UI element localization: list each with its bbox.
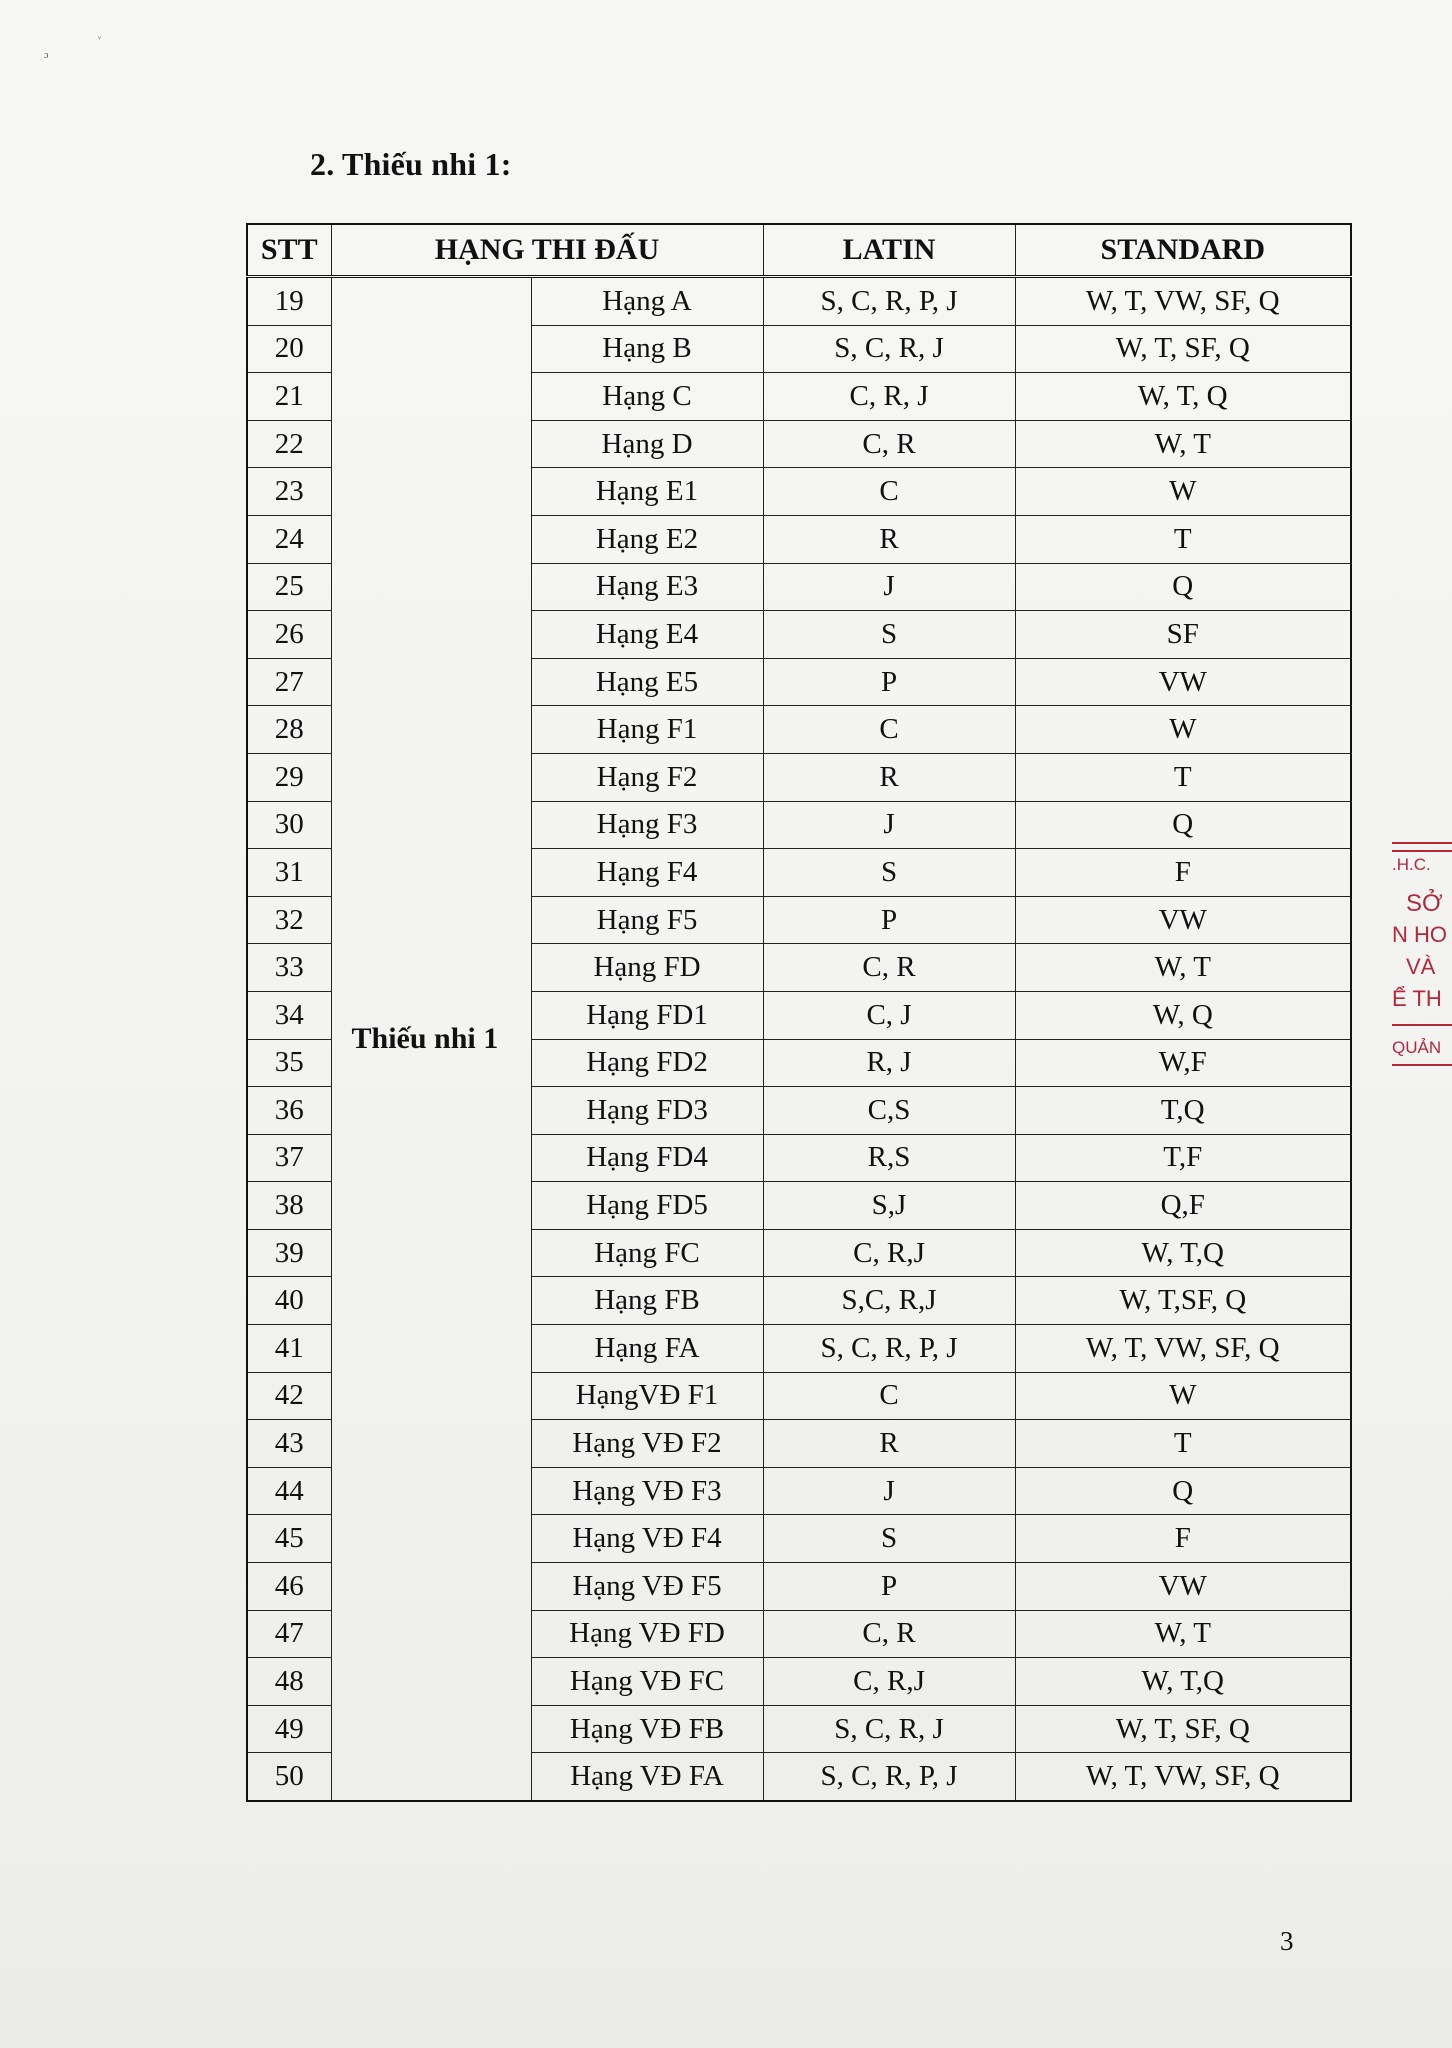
cell-latin: S, C, R, J xyxy=(763,325,1015,373)
cell-stt: 36 xyxy=(247,1087,331,1135)
stamp-text: QUẢN xyxy=(1392,1038,1442,1057)
cell-latin: S,J xyxy=(763,1182,1015,1230)
cell-stt: 37 xyxy=(247,1134,331,1182)
cell-stt: 22 xyxy=(247,420,331,468)
cell-stt: 25 xyxy=(247,563,331,611)
cell-stt: 27 xyxy=(247,658,331,706)
cell-category: Hạng VĐ F3 xyxy=(531,1467,763,1515)
cell-standard: W, T, Q xyxy=(1015,373,1351,421)
cell-stt: 45 xyxy=(247,1515,331,1563)
cell-category: Hạng FD5 xyxy=(531,1182,763,1230)
cell-stt: 30 xyxy=(247,801,331,849)
cell-category: Hạng E2 xyxy=(531,515,763,563)
cell-latin: R,S xyxy=(763,1134,1015,1182)
header-stt: STT xyxy=(247,224,331,277)
stamp-text: Ể TH xyxy=(1392,986,1442,1011)
cell-category: Hạng E5 xyxy=(531,658,763,706)
cell-standard: Q xyxy=(1015,801,1351,849)
cell-category: Hạng C xyxy=(531,373,763,421)
cell-standard: VW xyxy=(1015,1563,1351,1611)
header-standard: STANDARD xyxy=(1015,224,1351,277)
cell-standard: W xyxy=(1015,468,1351,516)
cell-category: Hạng VĐ F2 xyxy=(531,1420,763,1468)
cell-category: Hạng E4 xyxy=(531,611,763,659)
table-header-row xyxy=(247,224,1351,277)
cell-latin: C xyxy=(763,706,1015,754)
cell-category: Hạng VĐ FA xyxy=(531,1753,763,1801)
cell-stt: 46 xyxy=(247,1563,331,1611)
cell-standard: W, T,SF, Q xyxy=(1015,1277,1351,1325)
cell-stt: 20 xyxy=(247,325,331,373)
stamp-text: .H.C. xyxy=(1392,855,1431,874)
cell-age-group: Thiếu nhi 1 xyxy=(331,277,531,1802)
cell-latin: C, R xyxy=(763,944,1015,992)
cell-stt: 34 xyxy=(247,991,331,1039)
cell-latin: S, C, R, P, J xyxy=(763,1753,1015,1801)
cell-standard: F xyxy=(1015,849,1351,897)
cell-stt: 26 xyxy=(247,611,331,659)
cell-latin: S,C, R,J xyxy=(763,1277,1015,1325)
cell-standard: W,F xyxy=(1015,1039,1351,1087)
cell-stt: 31 xyxy=(247,849,331,897)
cell-standard: W, T, VW, SF, Q xyxy=(1015,1753,1351,1801)
cell-category: Hạng F1 xyxy=(531,706,763,754)
cell-stt: 38 xyxy=(247,1182,331,1230)
cell-stt: 49 xyxy=(247,1705,331,1753)
cell-standard: Q,F xyxy=(1015,1182,1351,1230)
cell-standard: W, T, SF, Q xyxy=(1015,325,1351,373)
cell-standard: W xyxy=(1015,1372,1351,1420)
cell-latin: C, R, J xyxy=(763,373,1015,421)
cell-latin: S, C, R, J xyxy=(763,1705,1015,1753)
table-row xyxy=(247,277,1351,326)
cell-standard: W xyxy=(1015,706,1351,754)
cell-category: Hạng FA xyxy=(531,1325,763,1373)
stamp-border xyxy=(1392,850,1452,852)
cell-latin: R xyxy=(763,1420,1015,1468)
cell-latin: C,S xyxy=(763,1087,1015,1135)
cell-category: Hạng E3 xyxy=(531,563,763,611)
cell-latin: C, R,J xyxy=(763,1229,1015,1277)
cell-standard: Q xyxy=(1015,1467,1351,1515)
cell-standard: T xyxy=(1015,515,1351,563)
cell-standard: W, T, VW, SF, Q xyxy=(1015,277,1351,326)
cell-category: Hạng F4 xyxy=(531,849,763,897)
cell-standard: VW xyxy=(1015,896,1351,944)
cell-stt: 33 xyxy=(247,944,331,992)
cell-category: Hạng VĐ FD xyxy=(531,1610,763,1658)
cell-standard: F xyxy=(1015,1515,1351,1563)
cell-stt: 32 xyxy=(247,896,331,944)
cell-stt: 29 xyxy=(247,753,331,801)
cell-latin: C xyxy=(763,1372,1015,1420)
cell-stt: 23 xyxy=(247,468,331,516)
cell-stt: 40 xyxy=(247,1277,331,1325)
cell-category: Hạng FD xyxy=(531,944,763,992)
cell-stt: 35 xyxy=(247,1039,331,1087)
cell-stt: 48 xyxy=(247,1658,331,1706)
paper-speck: ɔ xyxy=(44,50,49,61)
cell-category: Hạng FD2 xyxy=(531,1039,763,1087)
red-official-stamp xyxy=(1392,838,1452,1078)
cell-stt: 44 xyxy=(247,1467,331,1515)
cell-category: Hạng FB xyxy=(531,1277,763,1325)
stamp-border xyxy=(1392,1024,1452,1026)
cell-category: Hạng F2 xyxy=(531,753,763,801)
cell-category: Hạng VĐ FB xyxy=(531,1705,763,1753)
cell-standard: W, T xyxy=(1015,1610,1351,1658)
stamp-text: VÀ xyxy=(1406,954,1436,979)
cell-latin: J xyxy=(763,1467,1015,1515)
cell-stt: 43 xyxy=(247,1420,331,1468)
cell-latin: P xyxy=(763,896,1015,944)
cell-standard: T xyxy=(1015,753,1351,801)
cell-latin: C, R,J xyxy=(763,1658,1015,1706)
cell-category: Hạng FD3 xyxy=(531,1087,763,1135)
cell-category: HạngVĐ F1 xyxy=(531,1372,763,1420)
cell-category: Hạng E1 xyxy=(531,468,763,516)
cell-standard: W, Q xyxy=(1015,991,1351,1039)
cell-standard: VW xyxy=(1015,658,1351,706)
cell-stt: 41 xyxy=(247,1325,331,1373)
stamp-border xyxy=(1392,1064,1452,1066)
cell-category: Hạng VĐ F5 xyxy=(531,1563,763,1611)
cell-standard: W, T,Q xyxy=(1015,1229,1351,1277)
cell-standard: W, T,Q xyxy=(1015,1658,1351,1706)
page-number: 3 xyxy=(1280,1926,1294,1956)
cell-standard: Q xyxy=(1015,563,1351,611)
cell-standard: SF xyxy=(1015,611,1351,659)
cell-latin: P xyxy=(763,1563,1015,1611)
cell-category: Hạng A xyxy=(531,277,763,326)
cell-latin: R, J xyxy=(763,1039,1015,1087)
cell-category: Hạng B xyxy=(531,325,763,373)
cell-stt: 24 xyxy=(247,515,331,563)
cell-category: Hạng F5 xyxy=(531,896,763,944)
cell-category: Hạng VĐ FC xyxy=(531,1658,763,1706)
cell-stt: 47 xyxy=(247,1610,331,1658)
cell-latin: S xyxy=(763,849,1015,897)
cell-standard: T,Q xyxy=(1015,1087,1351,1135)
cell-category: Hạng FD1 xyxy=(531,991,763,1039)
cell-latin: S xyxy=(763,1515,1015,1563)
table-body xyxy=(247,277,1351,1802)
section-heading: 2. Thiếu nhi 1: xyxy=(310,146,512,182)
cell-stt: 21 xyxy=(247,373,331,421)
competition-category-table xyxy=(246,223,1352,1802)
cell-category: Hạng VĐ F4 xyxy=(531,1515,763,1563)
cell-latin: C xyxy=(763,468,1015,516)
cell-latin: C, R xyxy=(763,1610,1015,1658)
cell-standard: T,F xyxy=(1015,1134,1351,1182)
cell-stt: 39 xyxy=(247,1229,331,1277)
cell-stt: 19 xyxy=(247,277,331,326)
cell-latin: R xyxy=(763,753,1015,801)
cell-category: Hạng F3 xyxy=(531,801,763,849)
header-category: HẠNG THI ĐẤU xyxy=(331,224,763,277)
cell-standard: W, T xyxy=(1015,944,1351,992)
stamp-text: SỞ xyxy=(1406,890,1443,917)
cell-standard: W, T xyxy=(1015,420,1351,468)
cell-category: Hạng D xyxy=(531,420,763,468)
cell-latin: J xyxy=(763,563,1015,611)
cell-latin: S, C, R, P, J xyxy=(763,1325,1015,1373)
paper-speck: ᵛ xyxy=(98,34,101,45)
cell-latin: J xyxy=(763,801,1015,849)
cell-standard: T xyxy=(1015,1420,1351,1468)
cell-latin: C, J xyxy=(763,991,1015,1039)
cell-stt: 50 xyxy=(247,1753,331,1801)
cell-latin: S xyxy=(763,611,1015,659)
cell-latin: C, R xyxy=(763,420,1015,468)
cell-standard: W, T, VW, SF, Q xyxy=(1015,1325,1351,1373)
cell-latin: R xyxy=(763,515,1015,563)
cell-standard: W, T, SF, Q xyxy=(1015,1705,1351,1753)
stamp-text: N HO xyxy=(1392,922,1447,947)
cell-stt: 28 xyxy=(247,706,331,754)
cell-category: Hạng FD4 xyxy=(531,1134,763,1182)
cell-stt: 42 xyxy=(247,1372,331,1420)
header-latin: LATIN xyxy=(763,224,1015,277)
cell-latin: S, C, R, P, J xyxy=(763,277,1015,326)
cell-latin: P xyxy=(763,658,1015,706)
stamp-border xyxy=(1392,842,1452,844)
cell-category: Hạng FC xyxy=(531,1229,763,1277)
